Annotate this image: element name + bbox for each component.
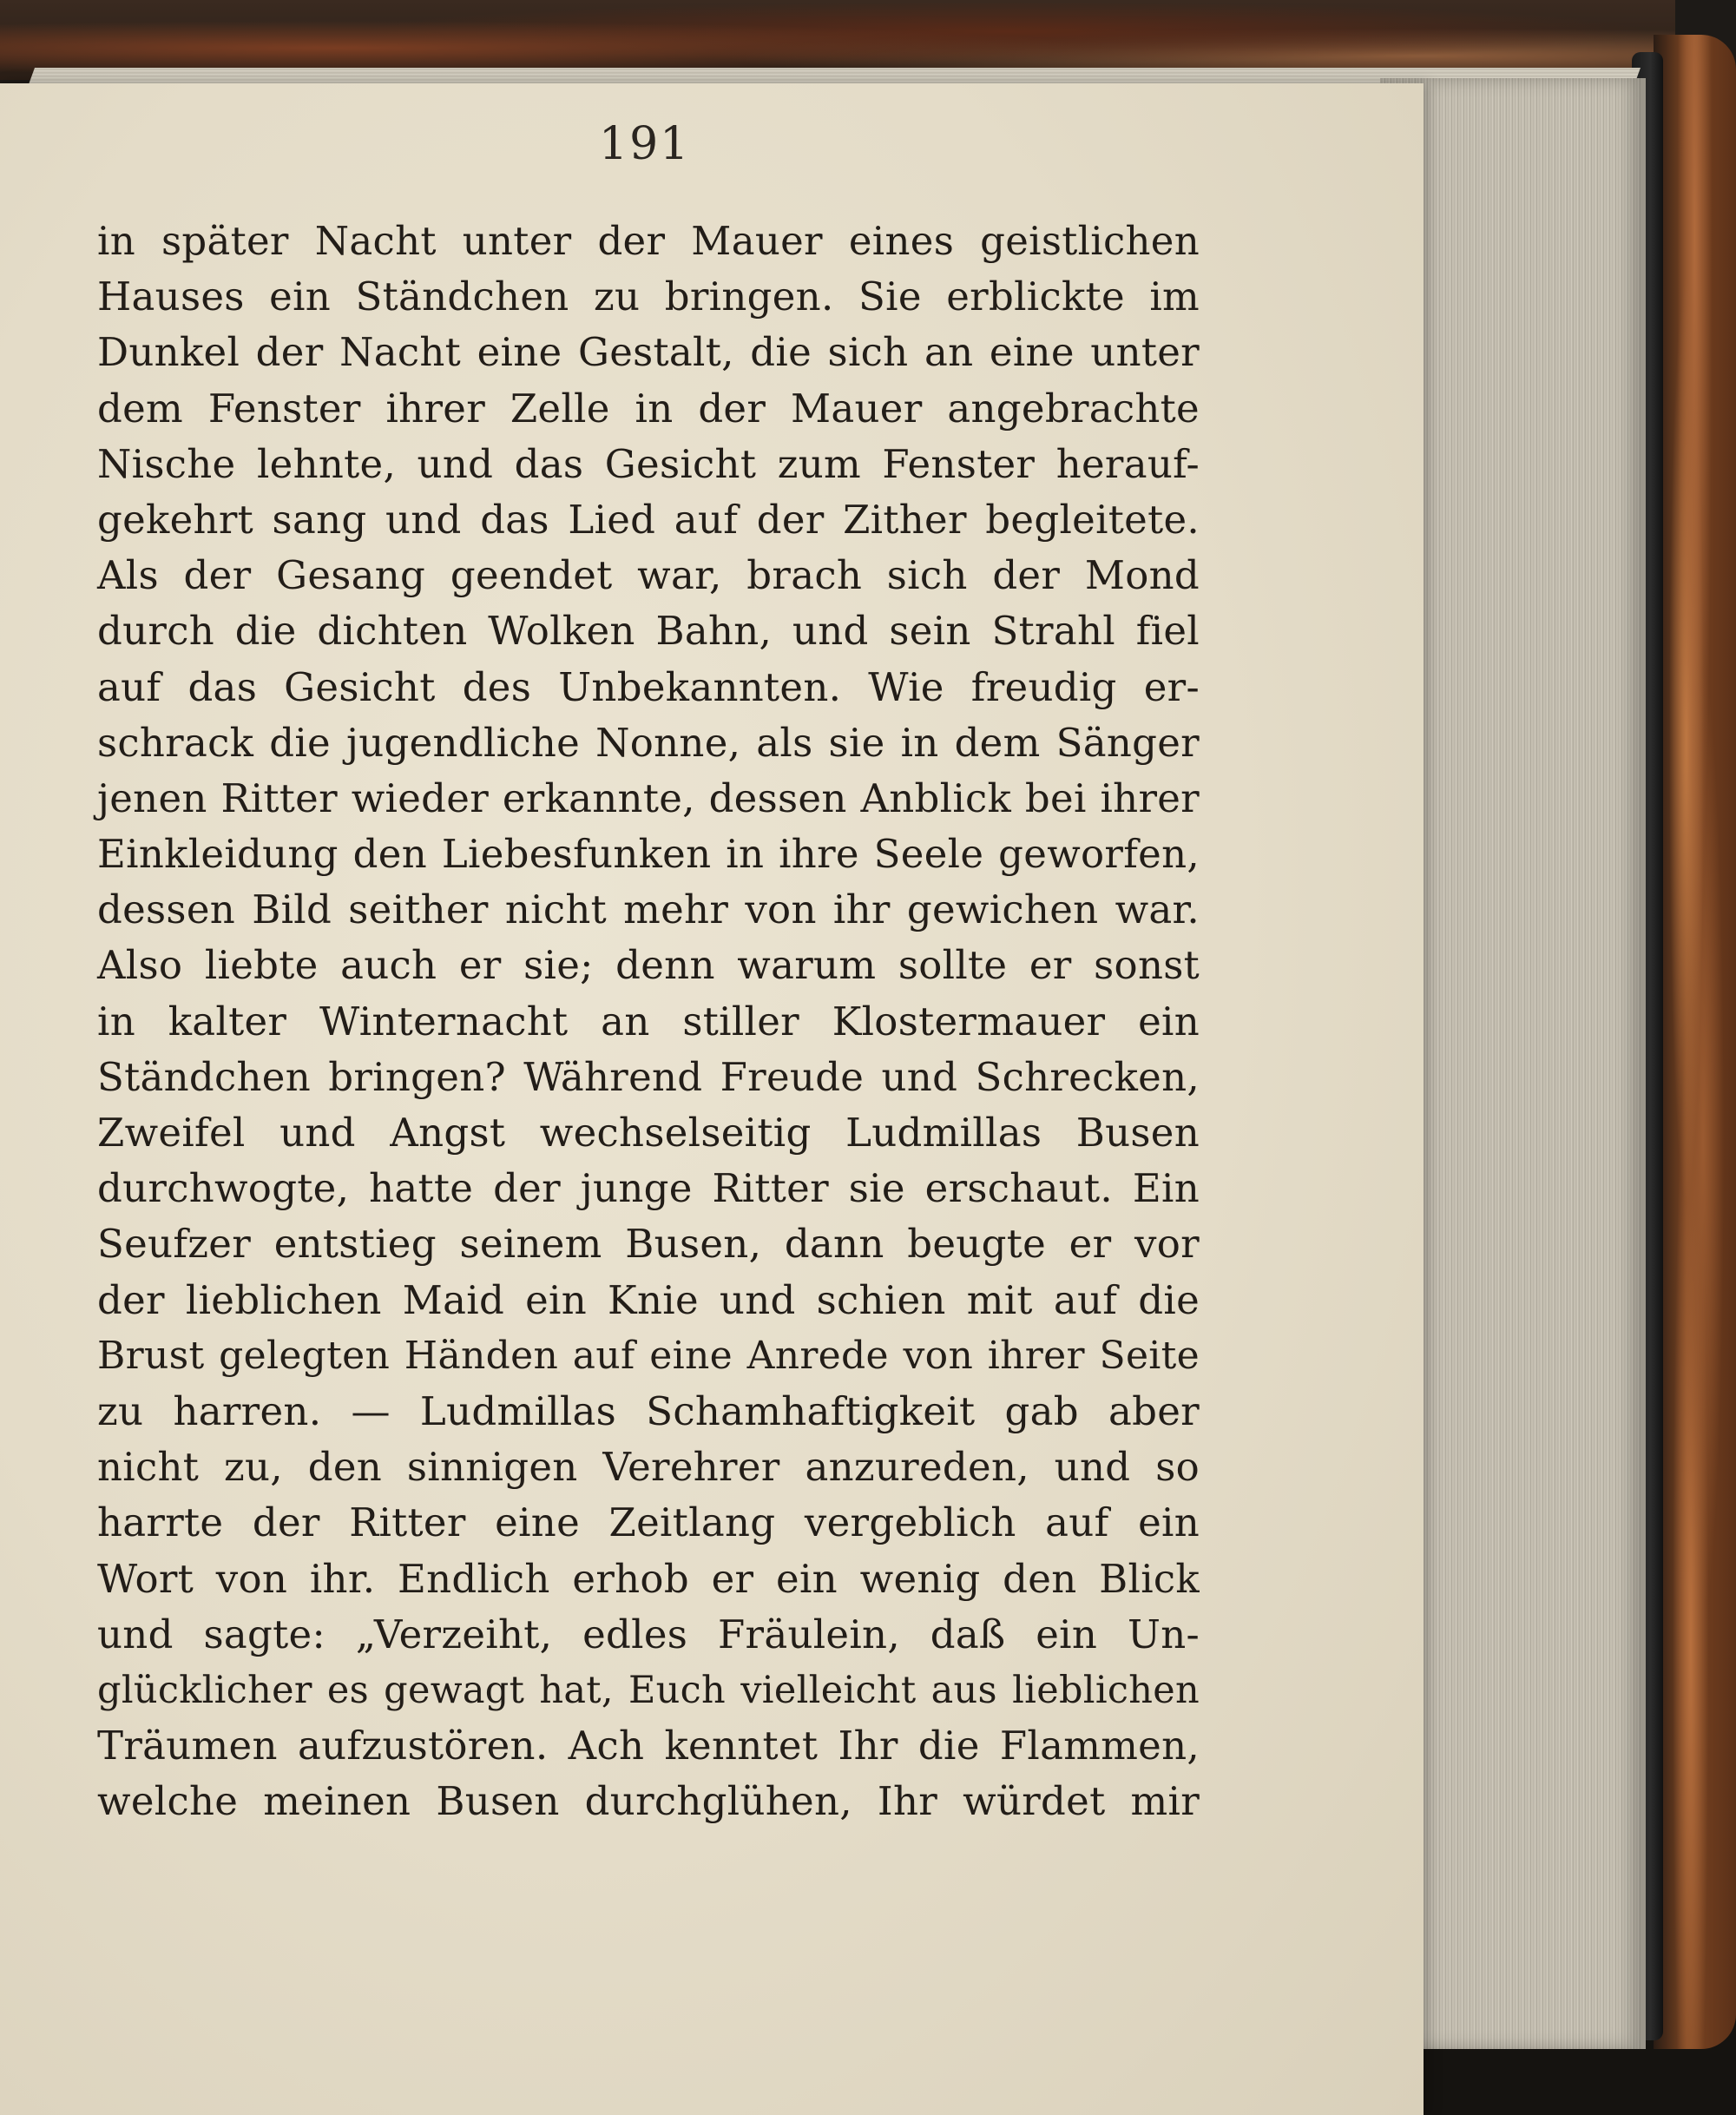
text-line: Also liebte auch er sie; denn warum sollte er sonst bbox=[97, 942, 1200, 989]
text-line: dem Fenster ihrer Zelle in der Mauer angebrachte bbox=[97, 385, 1200, 432]
text-line: glücklicher es gewagt hat, Euch vielleicht aus lieblichen bbox=[97, 1668, 1200, 1712]
text-line: zu harren. — Ludmillas Schamhaftigkeit gab aber bbox=[97, 1387, 1200, 1434]
text-line: Zweifel und Angst wechselseitig Ludmillas Busen bbox=[97, 1110, 1200, 1156]
text-line: Einkleidung den Liebesfunken in ihre Seele geworfen, bbox=[97, 831, 1200, 878]
text-line: durch die dichten Wolken Bahn, und sein Strahl fiel bbox=[97, 608, 1200, 655]
text-line: Nische lehnte, und das Gesicht zum Fenster herauf- bbox=[97, 440, 1200, 487]
body-text bbox=[97, 214, 1200, 1829]
text-line: jenen Ritter wieder erkannte, dessen Anblick bei ihrer bbox=[97, 774, 1200, 821]
text-line: in später Nacht unter der Mauer eines geistlichen bbox=[97, 218, 1200, 264]
text-line: dessen Bild seither nicht mehr von ihr gewichen war. bbox=[97, 886, 1200, 933]
book-cover-right bbox=[1654, 35, 1736, 2049]
text-line: und sagte: „Verzeiht, edles Fräulein, daß ein Un- bbox=[97, 1611, 1200, 1657]
text-line: durchwogte, hatte der junge Ritter sie erschaut. Ein bbox=[97, 1165, 1200, 1212]
text-line: Seufzer entstieg seinem Busen, dann beugte er vor bbox=[97, 1221, 1200, 1268]
text-line: in kalter Winternacht an stiller Klostermauer ein bbox=[97, 998, 1200, 1044]
text-line: Brust gelegten Händen auf eine Anrede von ihrer Seite bbox=[97, 1333, 1200, 1378]
text-line: Wort von ihr. Endlich erhob er ein wenig den Blick bbox=[97, 1555, 1200, 1602]
book-page bbox=[0, 83, 1424, 2115]
text-line: auf das Gesicht des Unbekannten. Wie freudig er- bbox=[97, 663, 1200, 710]
page-number: 191 bbox=[599, 118, 691, 170]
text-line: schrack die jugendliche Nonne, als sie in dem Sänger bbox=[97, 719, 1200, 766]
text-line: der lieblichen Maid ein Knie und schien mit auf die bbox=[97, 1276, 1200, 1323]
text-line: Träumen aufzustören. Ach kenntet Ihr die Flammen, bbox=[97, 1723, 1200, 1769]
text-line: welche meinen Busen durchglühen, Ihr würdet mir bbox=[97, 1778, 1200, 1825]
text-line: harrte der Ritter eine Zeitlang vergeblich auf ein bbox=[97, 1499, 1200, 1546]
text-line: Hauses ein Ständchen zu bringen. Sie erblickte im bbox=[97, 273, 1200, 320]
text-line: nicht zu, den sinnigen Verehrer anzureden, und so bbox=[97, 1444, 1200, 1491]
text-line: Als der Gesang geendet war, brach sich der Mond bbox=[97, 552, 1200, 599]
text-line: gekehrt sang und das Lied auf der Zither begleitete. bbox=[97, 496, 1200, 543]
text-line: Ständchen bringen? Während Freude und Schrecken, bbox=[97, 1053, 1200, 1100]
text-line: Dunkel der Nacht eine Gestalt, die sich an eine unter bbox=[97, 329, 1200, 376]
